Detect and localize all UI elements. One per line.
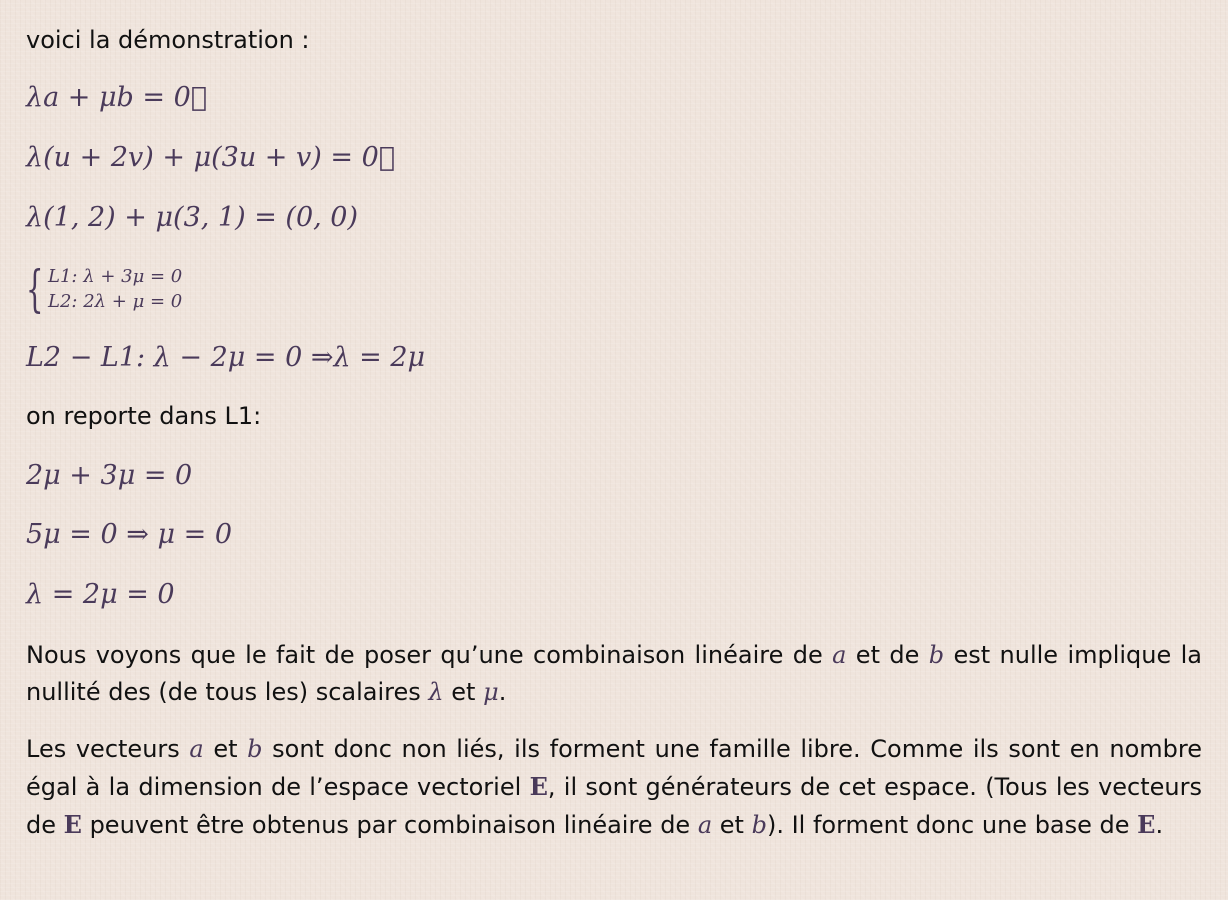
para2-var-b-2: b [751, 811, 767, 839]
para2-var-b: b [247, 735, 263, 763]
system-lines [48, 264, 182, 314]
system-line-1: L1: λ + 3μ = 0 [48, 266, 183, 287]
equation-3: λ(1, 2) + μ(3, 1) = (0, 0) [26, 202, 359, 233]
para2-text-7: ). Il forment donc une base de [766, 811, 1138, 839]
paragraph-1 [26, 637, 1202, 711]
para2-var-a-2: a [697, 811, 713, 839]
equation-2: λ(u + 2v) + μ(3u + v) = 0⃗ [26, 142, 395, 173]
para1-text-4: et [443, 678, 484, 706]
para2-text-1: Les vecteurs [26, 735, 190, 763]
para2-text-5: peuvent être obtenus par combinaison linéaire de [81, 811, 698, 839]
equation-system [26, 262, 182, 316]
equation-1: λa + μb = 0⃗ [26, 82, 207, 113]
para2-space-E-1: E [529, 772, 548, 801]
equation-6: 5μ = 0 ⇒ μ = 0 [26, 519, 232, 550]
intro-text: voici la démonstration : [26, 26, 310, 54]
para2-text-2: et [203, 735, 248, 763]
para1-var-mu: μ [483, 678, 499, 706]
para1-text-3: est nulle implique la nullité des (de tous les) scalaires [26, 641, 1203, 706]
para1-text-1: Nous voyons que le fait de poser qu’une combinaison linéaire de [26, 641, 833, 669]
equation-5: 2μ + 3μ = 0 [26, 460, 193, 491]
para1-text-2: et de [846, 641, 929, 669]
brace-symbol: { [26, 260, 44, 318]
para1-var-b: b [928, 641, 945, 669]
para2-text-6: et [712, 811, 752, 839]
para2-text-8: . [1155, 811, 1164, 839]
para1-var-lambda: λ [428, 678, 444, 706]
para1-var-a: a [832, 641, 847, 669]
para1-text-5: . [498, 678, 507, 706]
para2-text-3: sont donc non liés, ils forment une famille libre. Comme ils sont en nombre égal à la dimension de l’espace vectoriel [26, 735, 1202, 801]
equation-7: λ = 2μ = 0 [26, 579, 175, 610]
para2-space-E-3: E [1137, 810, 1156, 839]
paragraph-2 [26, 731, 1202, 844]
report-text: on reporte dans L1: [26, 402, 262, 430]
equation-4: L2 − L1: λ − 2μ = 0 ⇒λ = 2μ [26, 342, 426, 373]
para2-space-E-2: E [63, 810, 82, 839]
para2-var-a: a [189, 735, 204, 763]
system-line-2: L2: 2λ + μ = 0 [48, 291, 183, 312]
para2-text-4: , il sont générateurs de cet espace. (Tous les vecteurs de [26, 773, 1202, 839]
